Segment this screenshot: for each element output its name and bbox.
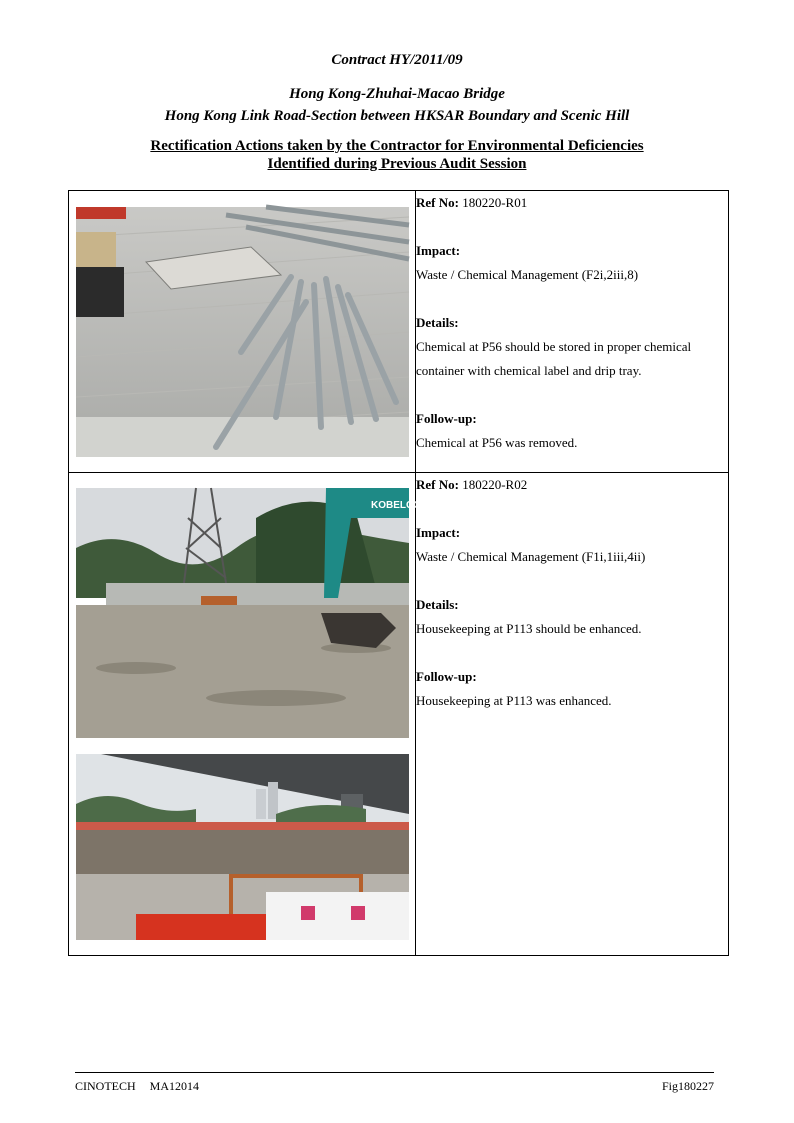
table-row	[69, 473, 729, 956]
contract-title: Contract HY/2011/09	[331, 52, 463, 68]
site-photo-scaffold-pipes	[76, 207, 409, 457]
ref-no-value: 180220-R01	[462, 195, 528, 210]
section-title: Hong Kong Link Road-Section between HKSAR Boundary and Scenic Hill	[164, 108, 630, 124]
footer-report-no: MA12014	[149, 1079, 200, 1093]
impact-label: Impact:	[416, 525, 461, 540]
ref-no	[416, 191, 728, 215]
details-label: Details:	[416, 597, 459, 612]
footer-left	[75, 1079, 199, 1094]
impact-label: Impact:	[416, 243, 461, 258]
follow-up-value: Housekeeping at P113 was enhanced.	[416, 693, 612, 708]
report-heading-line2: Identified during Previous Audit Session	[267, 156, 527, 172]
footer-figure-no: Fig180227	[661, 1079, 714, 1093]
table-row	[69, 191, 729, 473]
footer-company: CINOTECH	[75, 1079, 136, 1093]
project-title: Hong Kong-Zhuhai-Macao Bridge	[289, 86, 505, 102]
record-details-cell	[416, 473, 729, 956]
follow-up-label: Follow-up:	[416, 669, 477, 684]
ref-no-label: Ref No:	[416, 477, 459, 492]
details-value: Housekeeping at P113 should be enhanced.	[416, 621, 642, 636]
follow-up-value: Chemical at P56 was removed.	[416, 435, 578, 450]
ref-no-value: 180220-R02	[462, 477, 528, 492]
photo-cell	[69, 191, 416, 473]
footer-divider	[75, 1072, 714, 1073]
excavator-brand-text: KOBELCO	[371, 500, 421, 511]
site-photo-excavator-area	[76, 488, 421, 738]
ref-no-label: Ref No:	[416, 195, 459, 210]
follow-up-label: Follow-up:	[416, 411, 477, 426]
record-details-cell	[416, 191, 729, 473]
details-value: Chemical at P56 should be stored in proper chemical container with chemical label and drip tray.	[416, 339, 692, 378]
ref-no	[416, 473, 728, 497]
details-label: Details:	[416, 315, 459, 330]
impact-value: Waste / Chemical Management (F1i,1iii,4ii)	[416, 549, 646, 564]
rectification-table	[68, 190, 729, 956]
report-heading-line1: Rectification Actions taken by the Contractor for Environmental Deficiencies	[150, 138, 644, 154]
photo-cell	[69, 473, 421, 956]
site-photo-under-bridge	[76, 754, 409, 940]
impact-value: Waste / Chemical Management (F2i,2iii,8)	[416, 267, 639, 282]
